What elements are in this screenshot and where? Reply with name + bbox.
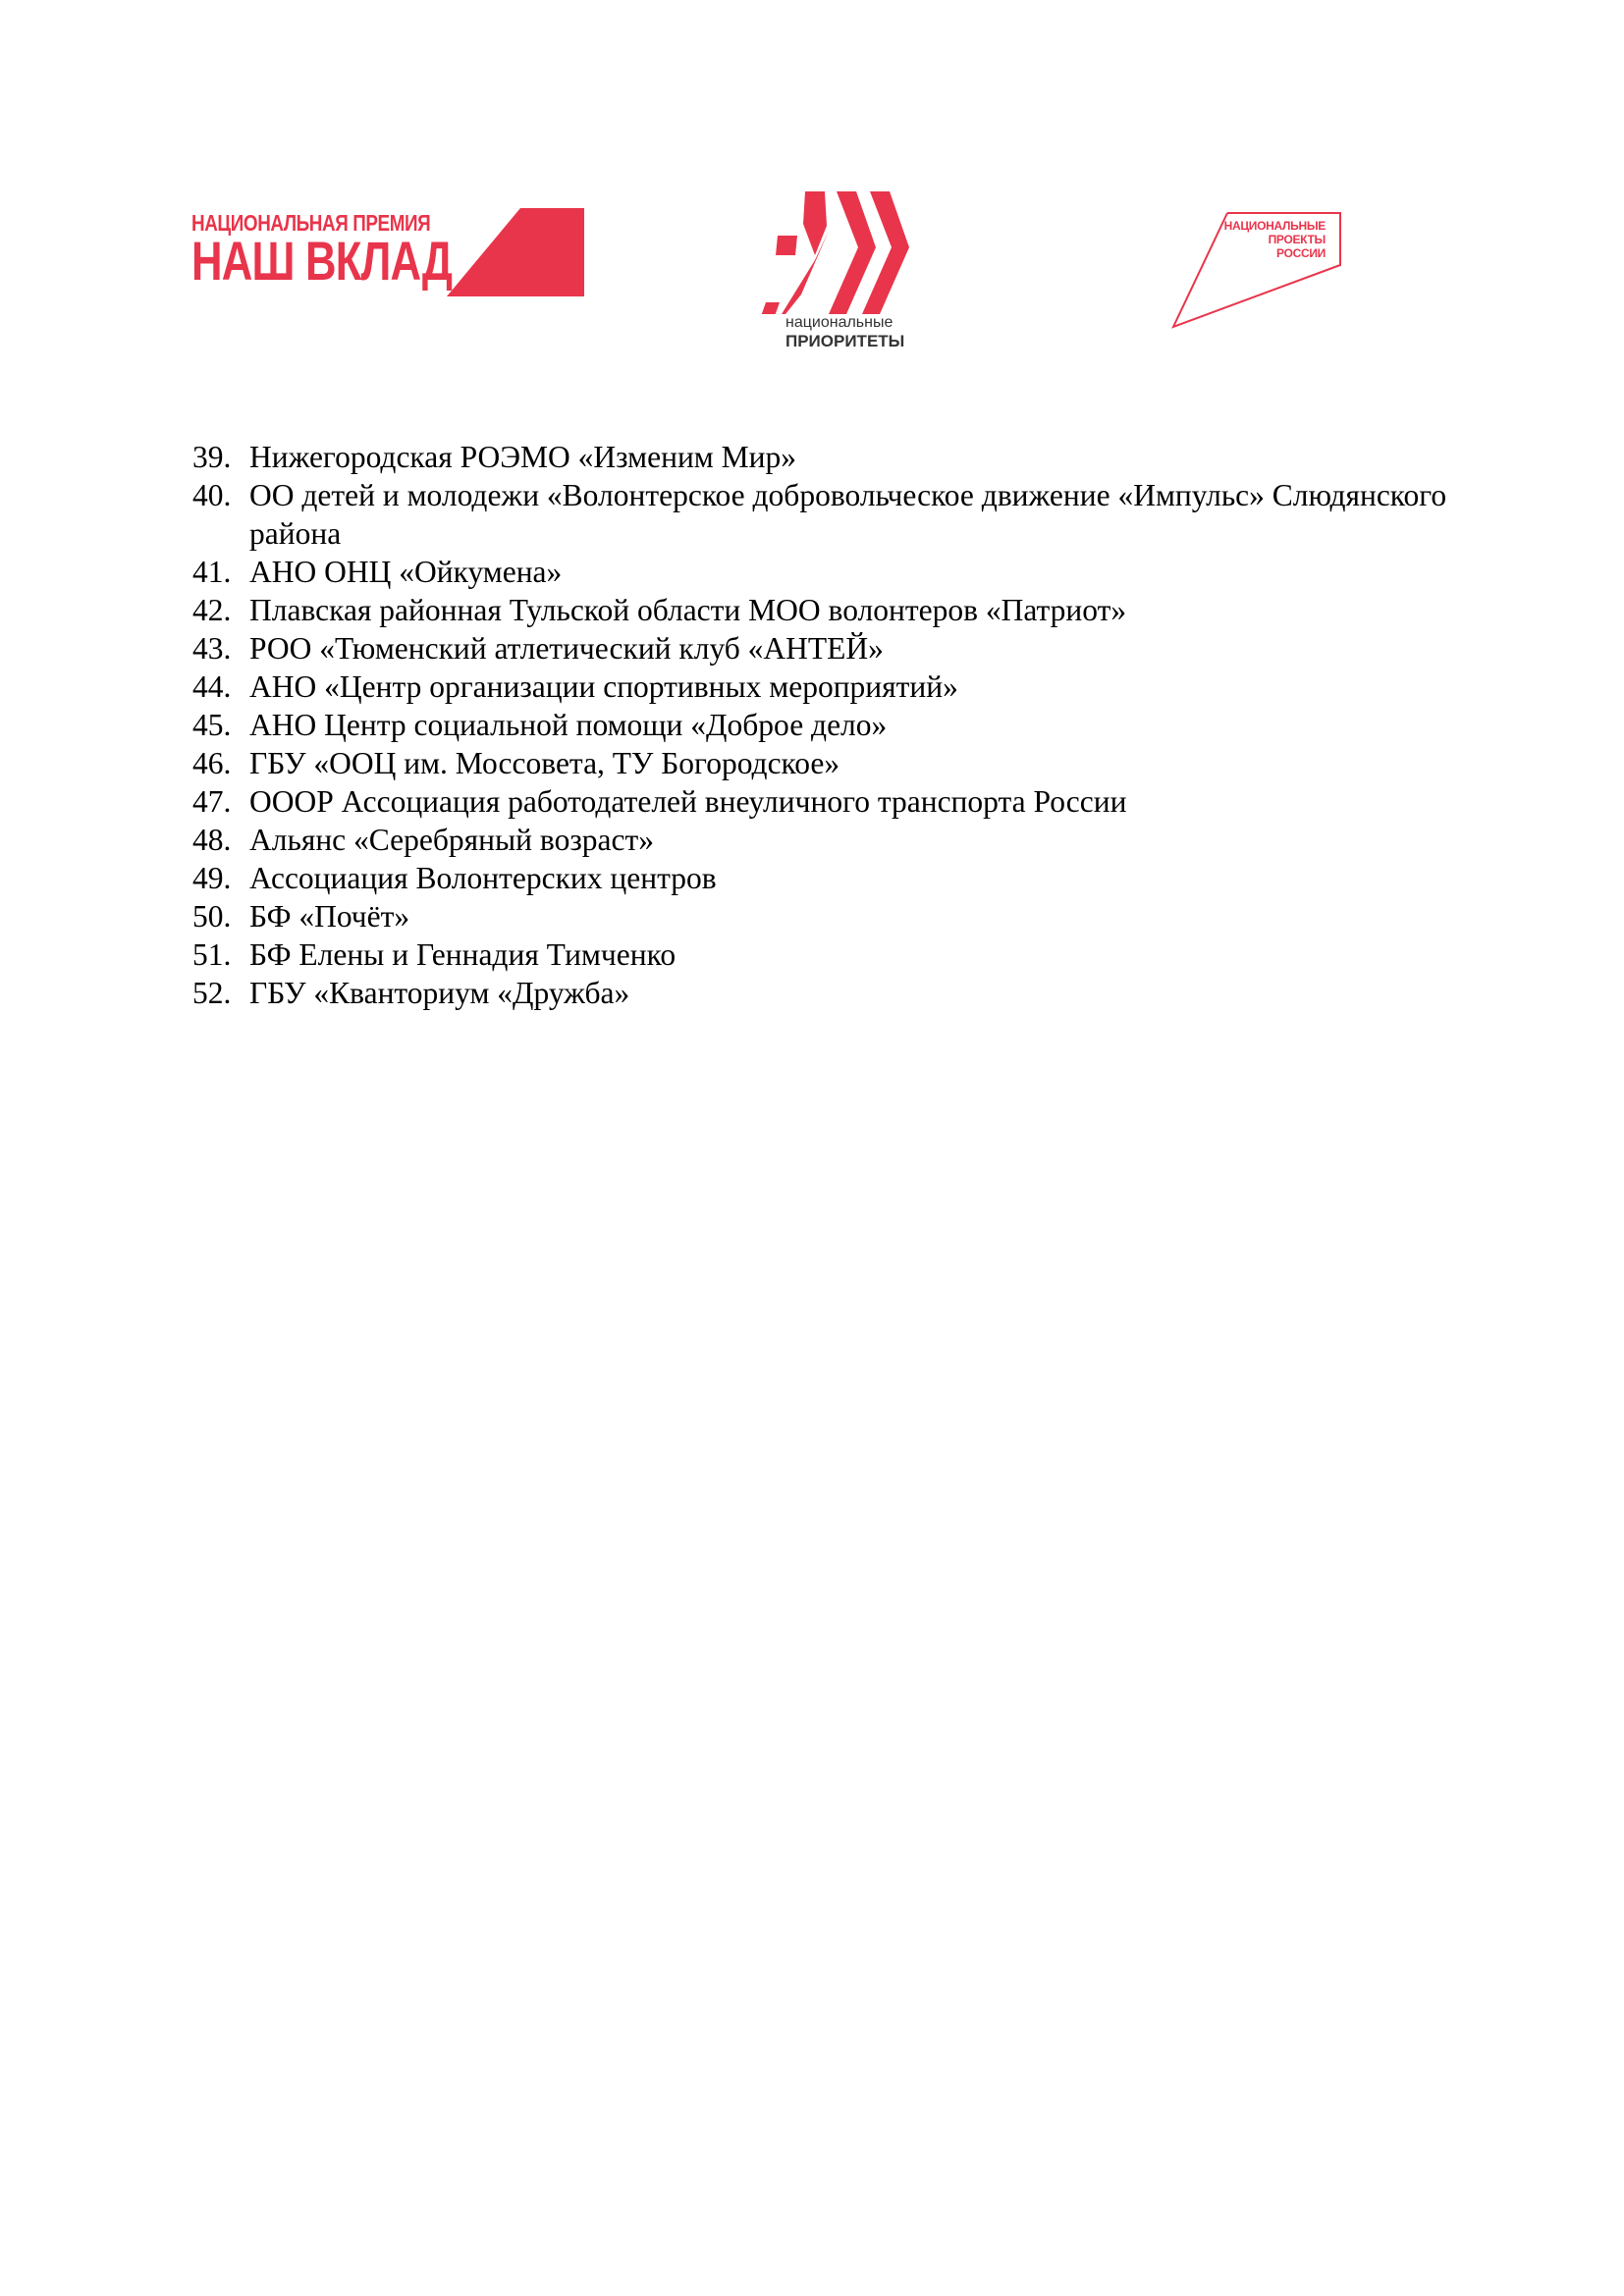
list-item: [192, 553, 1469, 591]
list-item: [192, 744, 1469, 782]
item-text: БФ Елены и Геннадия Тимченко: [249, 937, 677, 972]
national-priorities-chevrons-icon: [746, 187, 943, 314]
national-projects-logo-line3: РОССИИ: [1276, 246, 1326, 260]
page-header: [0, 0, 1624, 373]
list-item: [192, 821, 1469, 859]
list-item: [192, 476, 1469, 553]
nash-vklad-logo-line1: НАЦИОНАЛЬНАЯ ПРЕМИЯ: [191, 210, 431, 236]
national-priorities-logo-line1: национальные: [785, 314, 893, 331]
item-number: 50.: [192, 899, 232, 934]
item-text: РОО «Тюменский атлетический клуб «АНТЕЙ»: [249, 631, 884, 666]
item-number: 49.: [192, 861, 232, 895]
national-projects-logo-line2: ПРОЕКТЫ: [1268, 233, 1326, 246]
item-text: АНО «Центр организации спортивных мероприятий»: [249, 669, 958, 704]
item-number: 48.: [192, 823, 232, 857]
national-projects-logo: [1168, 211, 1355, 334]
item-number: 41.: [192, 555, 232, 589]
national-priorities-logo-line2: ПРИОРИТЕТЫ: [785, 332, 905, 350]
national-priorities-logo: [746, 187, 943, 353]
item-text: АНО Центр социальной помощи «Доброе дело»: [249, 708, 888, 742]
item-number: 47.: [192, 784, 232, 819]
organizations-list: [192, 438, 1469, 1012]
item-number: 44.: [192, 669, 232, 704]
list-item: [192, 897, 1469, 935]
national-projects-logo-line1: НАЦИОНАЛЬНЫЕ: [1223, 219, 1326, 233]
list-item: [192, 629, 1469, 667]
item-number: 40.: [192, 478, 232, 512]
list-item: [192, 667, 1469, 706]
nash-vklad-logo-line2: НАШ ВКЛАД: [191, 230, 453, 292]
item-text: ОО детей и молодежи «Волонтерское добровольческое движение «Импульс» Слюдянского района: [249, 478, 1447, 551]
item-text: Нижегородская РОЭМО «Изменим Мир»: [249, 440, 796, 474]
item-text: ОООР Ассоциация работодателей внеуличного транспорта России: [249, 784, 1127, 819]
list-item: [192, 438, 1469, 476]
item-text: Плавская районная Тульской области МОО волонтеров «Патриот»: [249, 593, 1127, 627]
item-text: ГБУ «Кванториум «Дружба»: [249, 976, 630, 1010]
list-item: [192, 974, 1469, 1012]
item-number: 43.: [192, 631, 232, 666]
item-number: 52.: [192, 976, 232, 1010]
item-text: Альянс «Серебряный возраст»: [249, 823, 654, 857]
list-item: [192, 935, 1469, 974]
item-number: 46.: [192, 746, 232, 780]
item-number: 39.: [192, 440, 232, 474]
item-text: БФ «Почёт»: [249, 899, 410, 934]
item-number: 45.: [192, 708, 232, 742]
item-number: 42.: [192, 593, 232, 627]
item-text: АНО ОНЦ «Ойкумена»: [249, 555, 563, 589]
nash-vklad-flag-icon: [447, 208, 584, 296]
item-number: 51.: [192, 937, 232, 972]
item-text: Ассоциация Волонтерских центров: [249, 861, 717, 895]
nash-vklad-logo: [191, 206, 589, 304]
item-text: ГБУ «ООЦ им. Моссовета, ТУ Богородское»: [249, 746, 840, 780]
list-item: [192, 859, 1469, 897]
list-item: [192, 782, 1469, 821]
list-item: [192, 706, 1469, 744]
list-item: [192, 591, 1469, 629]
